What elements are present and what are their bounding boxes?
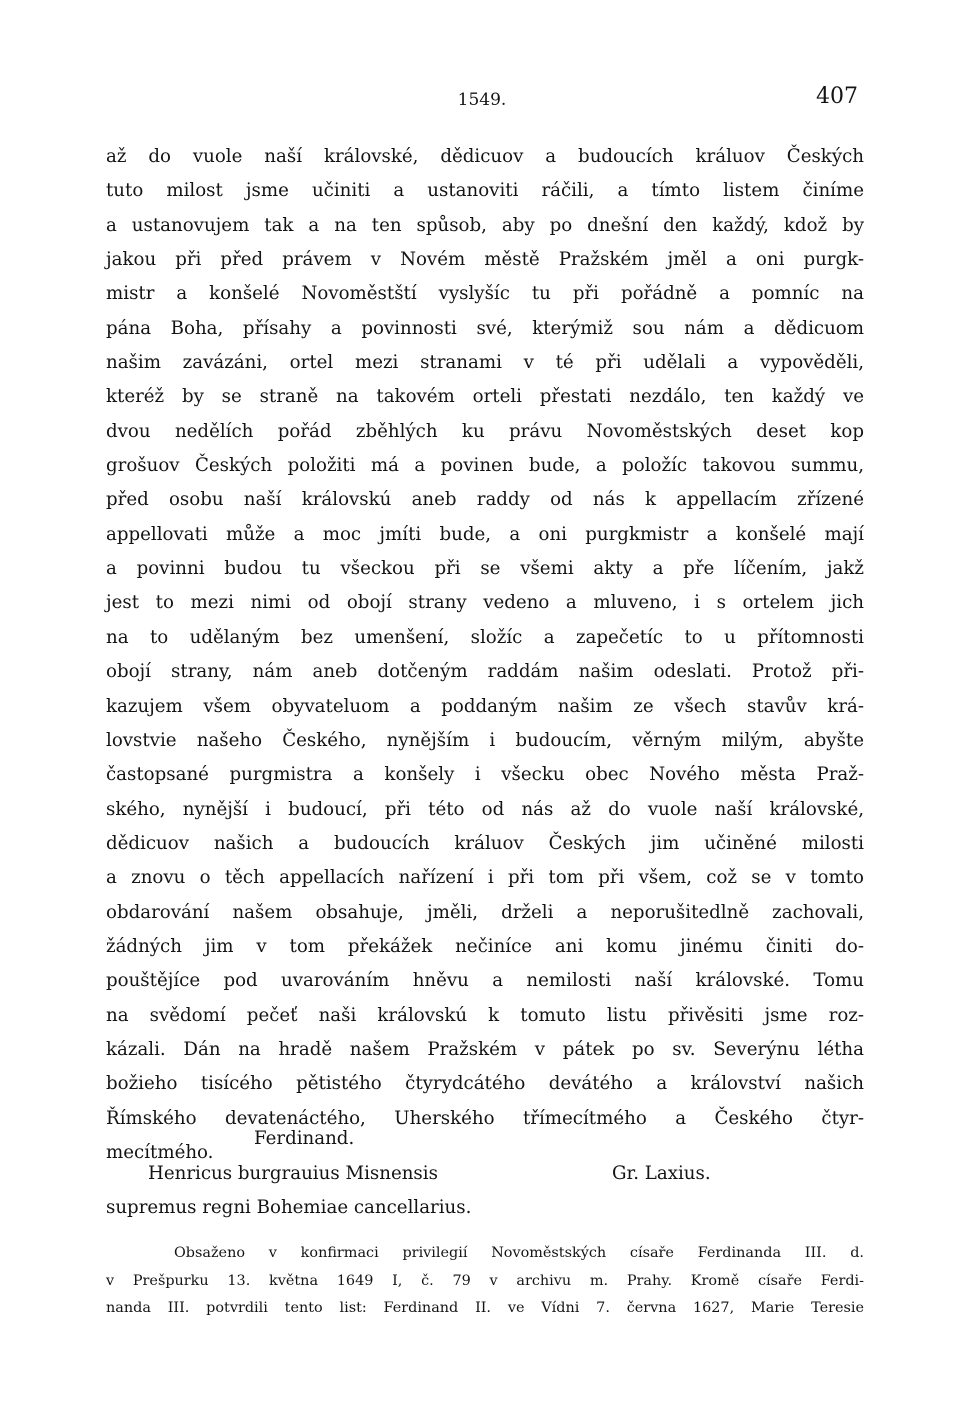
signature-chancellor-title: supremus regni Bohemiae cancellarius. [106,1197,472,1219]
footnote-line: v Prešpurku 13. května 1649 I, č. 79 v archivu m. Prahy. Kromě císaře Ferdi- [106,1272,864,1289]
text-line: obojí strany, nám aneb dotčeným raddám našim odeslati. Protož při- [106,661,864,683]
text-line: appellovati může a moc jmíti bude, a oni purgkmistr a konšelé mají [106,523,864,545]
text-line: kázali. Dán na hradě našem Pražském v pátek po sv. Severýnu létha [106,1038,864,1060]
signature-row [106,1191,864,1226]
text-line: tuto milost jsme učiniti a ustanoviti ráčili, a tímto listem činíme [106,180,864,202]
text-line: mistr a konšelé Novoměstští vyslyšíc tu při pořádně a pomníc na [106,283,864,305]
text-line: Římského devatenáctého, Uherského třímecítmého a Českého čtyr- [106,1107,864,1129]
signature-chancellor-name: Henricus burgrauius Misnensis [148,1162,438,1184]
page-number: 407 [816,84,858,109]
text-line: mecítmého. [106,1141,214,1163]
text-line: ského, nynější i budoucí, při této od nás až do vuole naší královské, [106,798,864,820]
text-line: až do vuole naší královské, dědicuov a budoucích králuov Českých [106,146,864,167]
body-text [106,140,864,1170]
text-line: našim zavázáni, ortel mezi stranami v té při udělali a vypověděli, [106,352,864,374]
footnote [106,1240,864,1323]
text-line: jest to mezi nimi od obojí strany vedeno a mluveno, i s ortelem jich [106,592,864,614]
text-line: a znovu o těch appellacích nařízení i při tom při všem, což se v tomto [106,867,864,889]
running-head-year: 1549. [457,90,507,110]
footnote-line: Obsaženo v konfirmaci privilegií Novoměstských císaře Ferdinanda III. d. [174,1245,864,1261]
text-line: pouštějíce pod uvarováním hněvu a nemilosti naší královské. Tomu [106,970,864,992]
signature-row [106,1157,864,1192]
text-line: božieho tisícého pětistého čtyrydcátého devátého a království našich [106,1073,864,1095]
text-line: častopsané purgmistra a konšely i všecku obec Nového města Praž- [106,764,864,786]
text-line: kazujem všem obyvateluom a poddaným našim ze všech stavův krá- [106,695,864,717]
signature-king: Ferdinand. [254,1128,355,1149]
text-line: na svědomí pečeť naši královskú k tomuto listu přivěsiti jsme roz- [106,1004,864,1026]
text-line: a ustanovujem tak a na ten spůsob, aby po dnešní den každý, kdož by [106,214,864,236]
text-line: lovstvie našeho Českého, nynějším i budoucím, věrným milým, abyšte [106,729,864,751]
text-line: pána Boha, přísahy a povinnosti své, kterýmiž sou nám a dědicuom [106,317,864,339]
text-line: obdarování našem obsahuje, jměli, drželi a neporušitedlně zachovali, [106,901,864,923]
signature-block [106,1122,864,1226]
footnote-line: nanda III. potvrdili tento list: Ferdinand II. ve Vídni 7. června 1627, Marie Teresie [106,1300,864,1317]
text-line: dvou nedělích pořád zběhlých ku právu Novoměstských deset kop [106,420,864,442]
signature-secretary: Gr. Laxius. [612,1162,711,1184]
text-line: a povinni budou tu všeckou při se všemi akty a pře líčením, jakž [106,558,864,580]
text-line: grošuov Českých položiti má a povinen bude, a položíc takovou summu, [106,455,864,477]
text-line: před osobu naší královskú aneb raddy od nás k appellacím zřízené [106,489,864,511]
text-line: dědicuov našich a budoucích králuov Českých jim učiněné milosti [106,832,864,854]
text-line: žádných jim v tom překážek nečiníce ani komu jinému činiti do- [106,935,864,957]
text-line: kteréž by se straně na takovém orteli přestati nezdálo, ten každý ve [106,386,864,408]
text-line: na to udělaným bez umenšení, složíc a zapečetíc to u přítomnosti [106,626,864,648]
text-line: jakou při před právem v Novém městě Pražském jměl a oni purgk- [106,249,864,271]
running-head [106,82,858,122]
